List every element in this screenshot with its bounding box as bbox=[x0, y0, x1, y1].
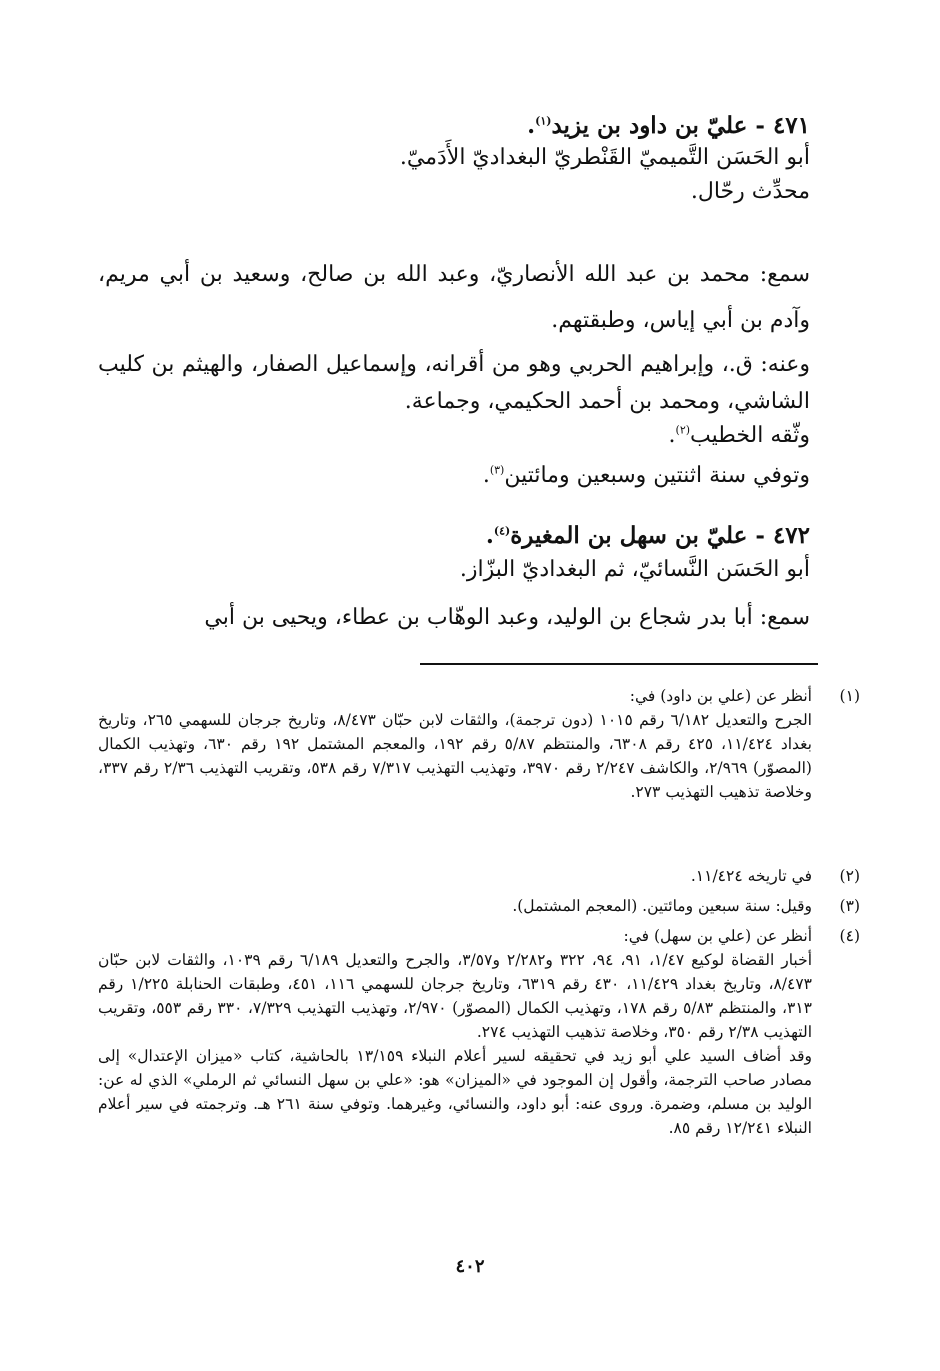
footnote-intro: في تاريخه ١١/٤٢٤. bbox=[690, 867, 812, 885]
footnote-number: (٢) bbox=[839, 867, 860, 885]
footnote-ref: (٢) bbox=[675, 423, 691, 437]
footnote-ref: (١) bbox=[535, 114, 552, 128]
footnote-divider bbox=[420, 663, 818, 665]
nisba-line: أبو الحَسَن التَّميميّ القَنْطريّ البغداديّ الأَدَميّ. bbox=[399, 145, 810, 170]
sami-paragraph: سمع: محمد بن عبد الله الأنصاريّ، وعبد الله بن صالح، وسعيد بن أبي مريم، وآدم بن أبي إياس، وطبقتهم. bbox=[98, 262, 810, 334]
footnote-intro: وقيل: سنة سبعين ومائتين. (المعجم المشتمل). bbox=[512, 897, 812, 915]
entry-title: ٤٧١ - عليّ بن داود بن يزيد bbox=[551, 112, 810, 139]
footnote-number: (٤) bbox=[839, 927, 860, 945]
footnote-number: (١) bbox=[839, 687, 860, 705]
anhu-paragraph: وعنه: ق.، وإبراهيم الحربي وهو من أقرانه، وإسماعيل الصفار، والهيثم بن كليب الشاشي، ومحمد بن أحمد الحكيمي، وجماعة. وثّقه الخطيب$^{(٢)}$. وتوفي سنة اثنتين وسبعين ومائتين$^{(٣)}$. bbox=[98, 352, 810, 489]
wathaqahu-text: وثّقه الخطيب bbox=[690, 422, 810, 448]
sami-paragraph: سمع: أبا بدر شجاع بن الوليد، وعبد الوهّاب بن عطاء، ويحيى بن أبي bbox=[204, 605, 810, 631]
footnote-4 bbox=[98, 924, 860, 1140]
footnote-number: (٣) bbox=[839, 897, 860, 915]
footnote-ref: (٣) bbox=[489, 463, 505, 477]
footnote-extra: وقد أضاف السيد علي أبو زيد في تحقيقه لسير أعلام النبلاء ١٣/١٥٩ بالحاشية، كتاب «ميزان الإعتدال» إلى مصادر صاحب الترجمة، وأقول إن الموجود في «الميزان» هو: «علي بن سهل النسائي ثم الرملي» الذي له عن: الوليد بن مسلم، وضمرة. وروى عنه: أبو داود، والنسائي، وغيرهما. وتوفي سنة ٢٦١ هـ. وترجمته في سير أعلام النبلاء ١٢/٢٤١ رقم ٨٥. bbox=[98, 1047, 812, 1138]
footnote-intro: أنظر عن (علي بن سهل) في: bbox=[623, 927, 812, 945]
footnote-intro: أنظر عن (علي بن داود) في: bbox=[629, 687, 812, 705]
page-number: ٤٠٢ bbox=[455, 1256, 485, 1277]
description-line: محدِّث رحّال. bbox=[690, 179, 810, 205]
footnote-3 bbox=[98, 894, 860, 918]
footnote-body: الجرح والتعديل ٦/١٨٢ رقم ١٠١٥ (دون ترجمة)، والثقات لابن حبّان ٨/٤٧٣، وتاريخ جرجان للسهمي ٢٦٥، وتاريخ بغداد ١١/٤٢٤، ٤٢٥ رقم ٦٣٠٨، والمنتظم ٥/٨٧ رقم ١٩٢، والمعجم المشتمل ١٩٢ رقم ٦٣٠، وتهذيب الكمال (المصوّر) ٢/٩٦٩، والكاشف ٢/٢٤٧ رقم ٣٩٧٠، وتهذيب التهذيب ٧/٣١٧ رقم ٥٣٨، وتقريب التهذيب ٢/٣٦ رقم ٣٣٧، وخلاصة تذهيب التهذيب ٢٧٣. bbox=[98, 711, 812, 802]
death-text: وتوفي سنة اثنتين وسبعين ومائتين bbox=[504, 463, 810, 489]
entry-title: ٤٧٢ - عليّ بن سهل بن المغيرة bbox=[510, 522, 810, 549]
entry-471: ٤٧١ - عليّ بن داود بن يزيد$^{(١)}$. أبو الحَسَن التَّميميّ القَنْطريّ البغداديّ الأَدَميّ. محدِّث رحّال. bbox=[98, 112, 810, 206]
footnote-1 bbox=[98, 684, 860, 804]
entry-472: ٤٧٢ - عليّ بن سهل بن المغيرة$^{(٤)}$. أبو الحَسَن النَّسائيّ، ثم البغداديّ البزّاز. سمع: أبا بدر شجاع بن الوليد، وعبد الوهّاب بن عطاء، ويحيى بن أبي bbox=[98, 522, 810, 632]
footnote-body: أخبار القضاة لوكيع ١/٤٧، ٩١، ٩٤، ٣٢٢ و٢/٢٨٢ و٣/٥٧، والجرح والتعديل ٦/١٨٩ رقم ١٠٣٩، والثقات لابن حبّان ٨/٤٧٣، وتاريخ بغداد ١١/٤٢٩، ٤٣٠ رقم ٦٣١٩، وتاريخ جرجان للسهمي ١١٦، ٤٥١، وطبقات الحنابلة ١/٢٢٥ رقم ٣١٣، والمنتظم ٥/٨٣ رقم ١٧٨، وتهذيب الكمال (المصوّر) ٢/٩٧٠، وتهذيب التهذيب ٧/٣٢٩، ٣٣٠ رقم ٥٥٣، وتقريب التهذيب ٢/٣٨ رقم ٣٥٠، وخلاصة تذهيب التهذيب ٢٧٤. bbox=[98, 951, 812, 1042]
nisba-line: أبو الحَسَن النَّسائيّ، ثم البغداديّ البزّاز. bbox=[459, 557, 810, 582]
footnote-2 bbox=[98, 864, 860, 888]
footnote-ref: (٤) bbox=[493, 524, 511, 538]
